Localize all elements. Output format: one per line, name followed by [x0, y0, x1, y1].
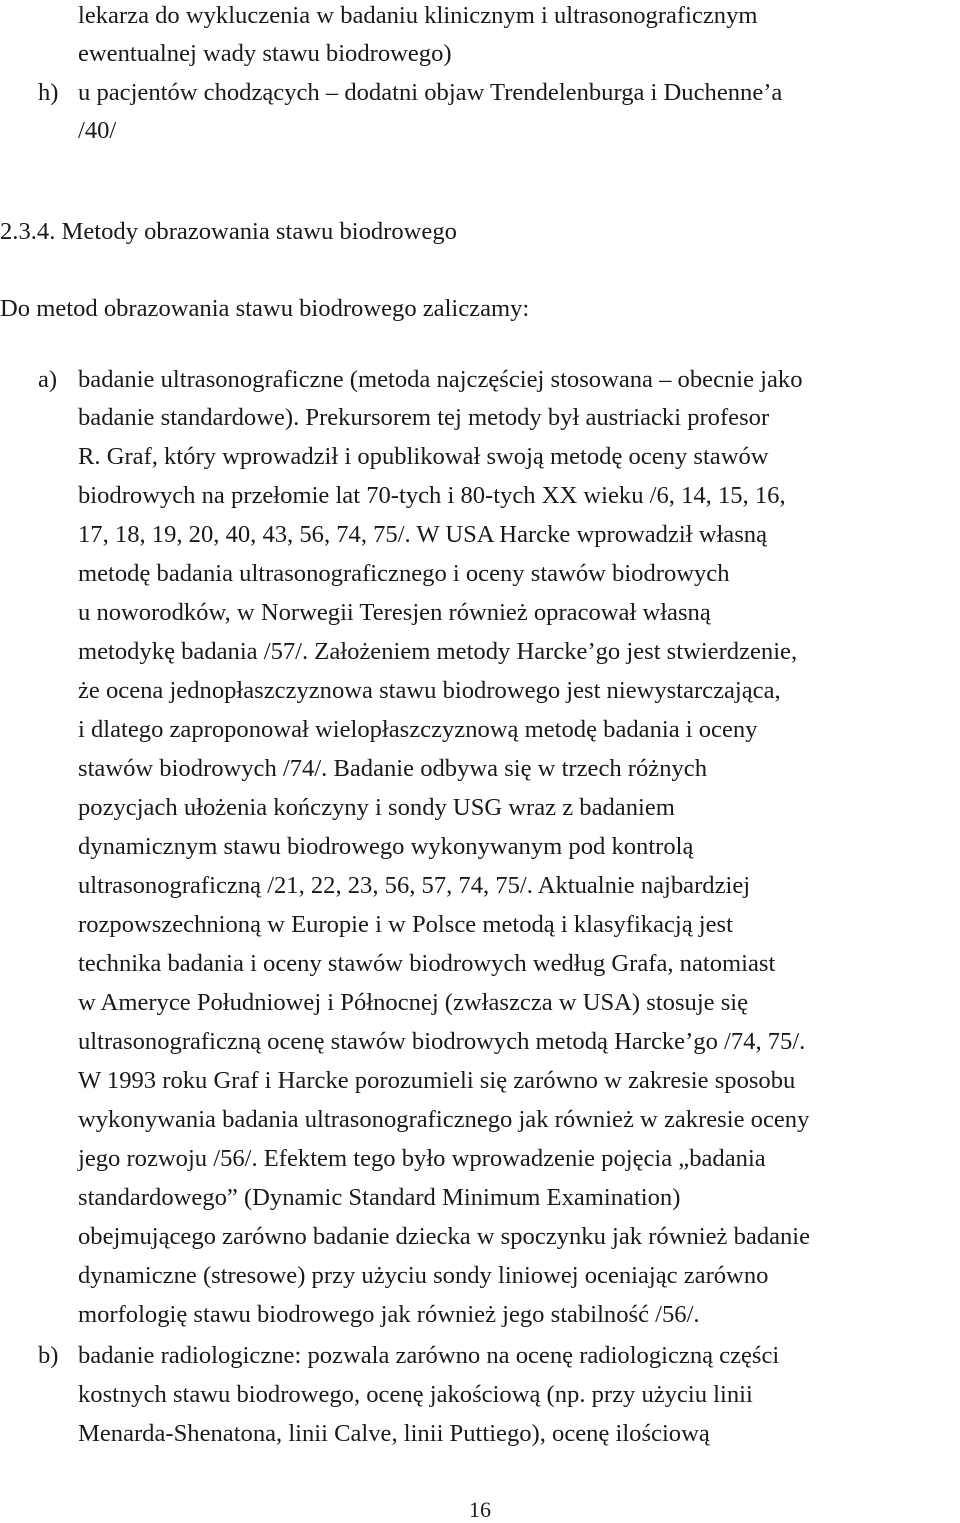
paragraph-line: stawów biodrowych /74/. Badanie odbywa się w trzech różnych	[78, 755, 708, 782]
paragraph-line: badanie radiologiczne: pozwala zarówno na ocenę radiologiczną części	[78, 1342, 780, 1369]
paragraph-line: wykonywania badania ultrasonograficznego jak również w zakresie oceny	[78, 1106, 810, 1133]
paragraph-line: jego rozwoju /56/. Efektem tego było wprowadzenie pojęcia „badania	[78, 1145, 766, 1172]
paragraph-line: w Ameryce Południowej i Północnej (zwłaszcza w USA) stosuje się	[78, 989, 749, 1016]
paragraph-line: dynamiczne (stresowe) przy użyciu sondy liniowej oceniając zarówno	[78, 1262, 769, 1289]
list-marker-b: b)	[38, 1342, 59, 1369]
paragraph-line: pozycjach ułożenia kończyny i sondy USG wraz z badaniem	[78, 794, 675, 821]
paragraph-line: ewentualnej wady stawu biodrowego)	[78, 40, 452, 67]
paragraph-line: badanie ultrasonograficzne (metoda najczęściej stosowana – obecnie jako	[78, 366, 803, 393]
paragraph-line: i dlatego zaproponował wielopłaszczyznową metodę badania i oceny	[78, 716, 758, 743]
paragraph-line: standardowego” (Dynamic Standard Minimum Examination)	[78, 1184, 681, 1211]
paragraph-line: ultrasonograficzną ocenę stawów biodrowych metodą Harcke’go /74, 75/.	[78, 1028, 806, 1055]
paragraph-line: metodę badania ultrasonograficznego i oceny stawów biodrowych	[78, 560, 730, 587]
paragraph-line: kostnych stawu biodrowego, ocenę jakościową (np. przy użyciu linii	[78, 1381, 753, 1408]
paragraph-line: R. Graf, który wprowadził i opublikował swoją metodę oceny stawów	[78, 443, 769, 470]
page-number: 16	[469, 1497, 491, 1522]
section-intro: Do metod obrazowania stawu biodrowego zaliczamy:	[0, 295, 530, 322]
paragraph-line: Menarda-Shenatona, linii Calve, linii Puttiego), ocenę ilościową	[78, 1420, 710, 1447]
paragraph-line: u pacjentów chodzących – dodatni objaw Trendelenburga i Duchenne’a	[78, 79, 783, 106]
paragraph-line: dynamicznym stawu biodrowego wykonywanym pod kontrolą	[78, 833, 694, 860]
paragraph-line: że ocena jednopłaszczyznowa stawu biodrowego jest niewystarczająca,	[78, 677, 781, 704]
list-marker-a: a)	[38, 366, 58, 393]
paragraph-line: u noworodków, w Norwegii Teresjen również opracował własną	[78, 599, 711, 626]
paragraph-line: technika badania i oceny stawów biodrowych według Grafa, natomiast	[78, 950, 776, 977]
paragraph-line: W 1993 roku Graf i Harcke porozumieli się zarówno w zakresie sposobu	[78, 1067, 796, 1094]
paragraph-line: /40/	[78, 117, 117, 144]
section-heading: 2.3.4. Metody obrazowania stawu biodrowego	[0, 218, 457, 245]
paragraph-line: metodykę badania /57/. Założeniem metody Harcke’go jest stwierdzenie,	[78, 638, 798, 665]
paragraph-line: badanie standardowe). Prekursorem tej metody był austriacki profesor	[78, 404, 770, 431]
list-marker-h: h)	[38, 79, 59, 106]
paragraph-line: 17, 18, 19, 20, 40, 43, 56, 74, 75/. W USA Harcke wprowadził własną	[78, 521, 767, 548]
paragraph-line: obejmującego zarówno badanie dziecka w spoczynku jak również badanie	[78, 1223, 811, 1250]
paragraph-line: lekarza do wykluczenia w badaniu klinicznym i ultrasonograficznym	[78, 2, 758, 29]
paragraph-line: morfologię stawu biodrowego jak również jego stabilność /56/.	[78, 1301, 700, 1328]
paragraph-line: rozpowszechnioną w Europie i w Polsce metodą i klasyfikacją jest	[78, 911, 733, 938]
paragraph-line: biodrowych na przełomie lat 70-tych i 80-tych XX wieku /6, 14, 15, 16,	[78, 482, 786, 509]
paragraph-line: ultrasonograficzną /21, 22, 23, 56, 57, 74, 75/. Aktualnie najbardziej	[78, 872, 751, 899]
